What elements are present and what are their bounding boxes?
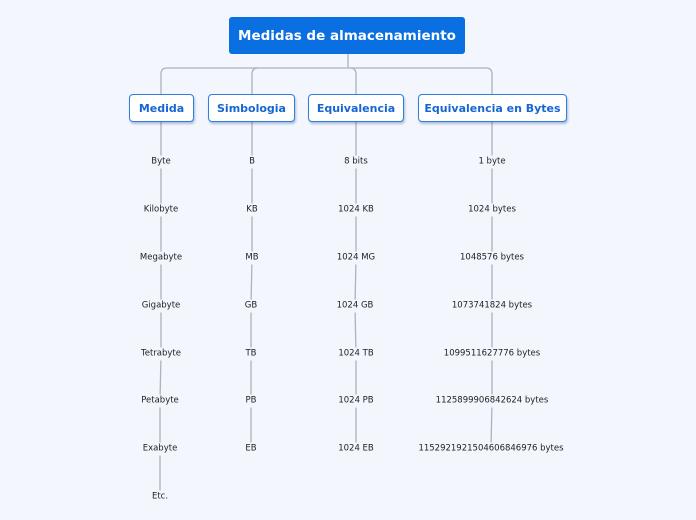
simbologia-item[interactable]: EB	[245, 443, 257, 454]
bytes-item[interactable]: 1048576 bytes	[460, 252, 524, 263]
root-topic-label: Medidas de almacenamiento	[238, 27, 456, 44]
category-equivalencia-label: Equivalencia	[316, 101, 396, 115]
medida-item[interactable]: Kilobyte	[143, 204, 179, 215]
medida-item[interactable]: Tetrabyte	[140, 348, 182, 359]
header-drop	[350, 68, 356, 94]
medida-item[interactable]: Exabyte	[142, 443, 178, 454]
equivalencia-item[interactable]: 1024 GB	[336, 300, 374, 311]
bytes-item[interactable]: 1073741824 bytes	[451, 300, 533, 311]
simbologia-item[interactable]: B	[249, 156, 255, 167]
equivalencia-item[interactable]: 8 bits	[344, 156, 368, 167]
bytes-item[interactable]: 1099511627776 bytes	[443, 348, 541, 359]
root-topic[interactable]	[229, 17, 465, 54]
header-drop	[252, 68, 258, 94]
equivalencia-item[interactable]: 1024 MG	[336, 252, 376, 263]
bytes-item[interactable]: 1152921921504606846976 bytes	[418, 443, 564, 454]
medida-item[interactable]: Megabyte	[139, 252, 183, 263]
category-medida[interactable]	[129, 94, 194, 122]
bytes-item[interactable]: 1024 bytes	[468, 204, 516, 215]
equivalencia-item[interactable]: 1024 PB	[338, 395, 374, 406]
category-medida-label: Medida	[138, 101, 185, 115]
category-simbologia-label: Simbologia	[217, 101, 286, 115]
medida-item[interactable]: Petabyte	[141, 395, 179, 406]
bytes-item[interactable]: 1 byte	[478, 156, 506, 167]
medida-item[interactable]: Etc.	[151, 491, 169, 502]
category-equivalencia-en-bytes-label: Equivalencia en Bytes	[424, 101, 561, 115]
category-equivalencia-en-bytes[interactable]	[418, 94, 567, 122]
simbologia-item[interactable]: GB	[244, 300, 258, 311]
equivalencia-item[interactable]: 1024 TB	[338, 348, 374, 359]
medida-item[interactable]: Gigabyte	[141, 300, 181, 311]
medida-item[interactable]: Byte	[151, 156, 171, 167]
header-bus	[161, 68, 492, 94]
bytes-item[interactable]: 1125899906842624 bytes	[435, 395, 549, 406]
simbologia-item[interactable]: PB	[245, 395, 257, 406]
simbologia-item[interactable]: MB	[245, 252, 259, 263]
simbologia-item[interactable]: KB	[246, 204, 258, 215]
category-simbologia[interactable]	[208, 94, 295, 122]
equivalencia-item[interactable]: 1024 EB	[338, 443, 374, 454]
equivalencia-item[interactable]: 1024 KB	[338, 204, 374, 215]
category-equivalencia[interactable]	[308, 94, 404, 122]
simbologia-item[interactable]: TB	[245, 348, 257, 359]
